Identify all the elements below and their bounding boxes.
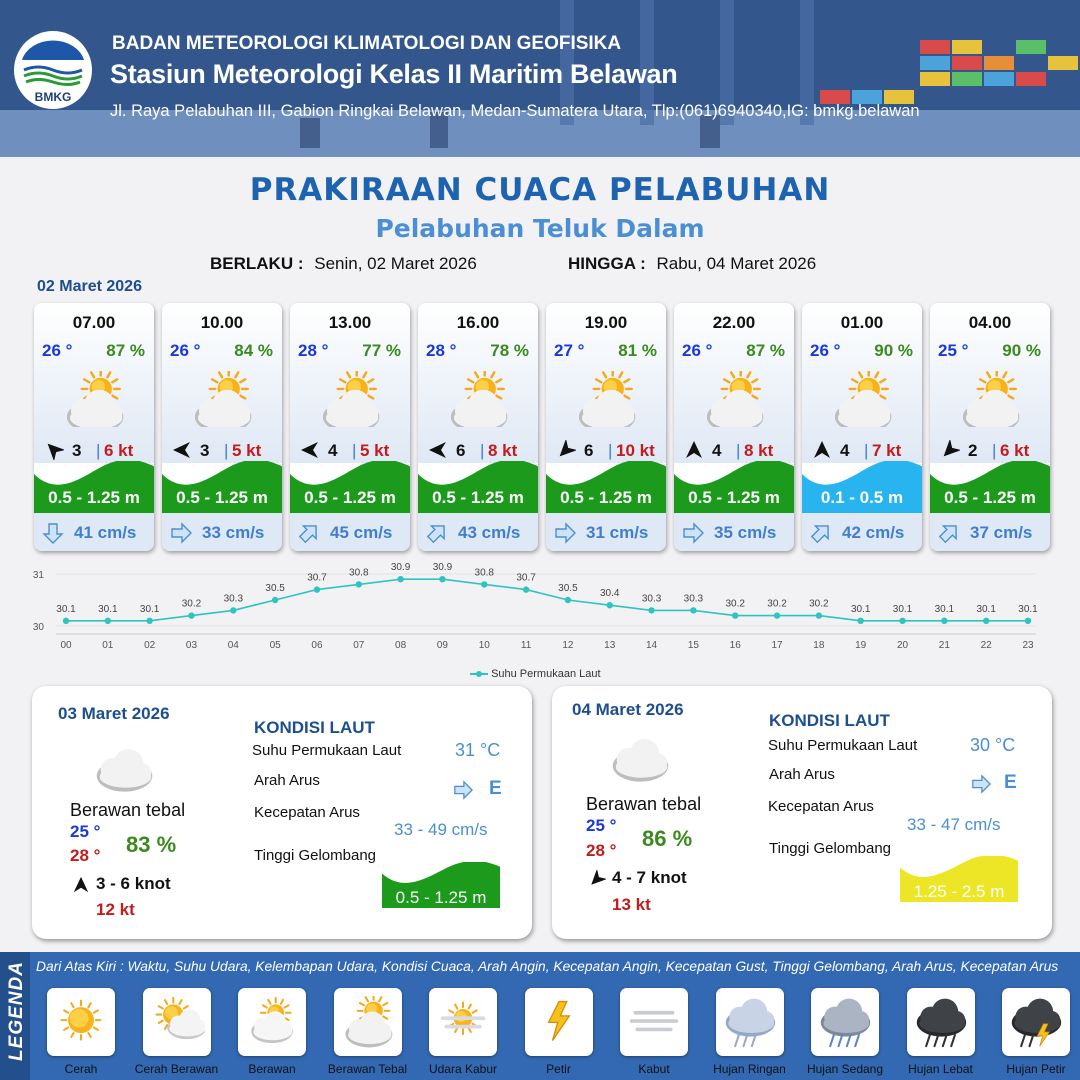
wind-row <box>808 439 918 461</box>
legend-label: Hujan Ringan <box>713 1062 786 1076</box>
legend-label: Cerah Berawan <box>134 1062 219 1076</box>
gust-speed: 13 kt <box>612 895 651 914</box>
current-direction-icon <box>298 522 320 544</box>
weather-condition: Berawan tebal <box>70 800 186 820</box>
chart-legend-label: Suhu Permukaan Laut <box>491 668 601 680</box>
wave-height: 0.5 - 1.25 m <box>176 488 268 507</box>
current-row <box>162 513 282 551</box>
data-label: 30.1 <box>98 603 118 615</box>
berawan-tebal-icon <box>62 371 126 427</box>
legend-swatch <box>525 988 593 1056</box>
air-temperature: 27 ° <box>554 341 585 360</box>
legend-label: Hujan Lebat <box>908 1062 973 1076</box>
x-tick-label: 00 <box>60 640 72 651</box>
wind-speed: 6 <box>584 441 594 460</box>
wind-direction-icon <box>684 440 704 460</box>
current-direction-icon <box>938 522 960 544</box>
data-point <box>523 586 529 592</box>
valid-to <box>568 254 816 274</box>
current-direction-icon <box>170 522 192 544</box>
data-point <box>857 618 863 624</box>
legend-label: Cerah <box>64 1062 98 1076</box>
separator: | <box>352 441 357 460</box>
x-tick-label: 13 <box>604 640 616 651</box>
air-temperature: 25 ° <box>938 341 969 360</box>
x-tick-label: 19 <box>855 640 867 651</box>
forecast-day-1-date: 02 Maret 2026 <box>37 278 142 295</box>
weather-condition: Berawan tebal <box>586 794 702 814</box>
daily-panel <box>552 686 1052 939</box>
current-direction-icon <box>968 774 994 794</box>
hourly-card <box>674 303 794 551</box>
wind-direction-icon <box>72 876 90 894</box>
berawan-tebal-icon <box>830 371 894 427</box>
humidity: 90 % <box>1002 341 1041 360</box>
wind-speed: 2 <box>968 441 978 460</box>
wave-height: 0.1 - 0.5 m <box>820 488 904 507</box>
separator: | <box>864 441 869 460</box>
current-direction-icon <box>554 522 576 544</box>
berawan-tebal-icon <box>608 734 672 782</box>
wind-direction-icon <box>44 440 64 460</box>
humidity: 78 % <box>490 341 529 360</box>
data-label: 30.1 <box>892 603 913 615</box>
data-point <box>732 612 738 618</box>
x-tick-label: 20 <box>896 640 909 651</box>
hourly-card <box>930 303 1050 551</box>
hourly-card <box>34 303 154 551</box>
wind-direction-icon <box>428 440 448 460</box>
current-row <box>802 513 922 551</box>
data-label: 30.1 <box>934 603 955 615</box>
legend-swatch <box>811 988 879 1056</box>
data-label: 30.3 <box>683 593 704 605</box>
wave-height-label: Tinggi Gelombang <box>254 847 377 864</box>
valid-from-value: Senin, 02 Maret 2026 <box>314 254 477 273</box>
legend-label: Berawan Tebal <box>327 1062 408 1076</box>
wind-speed: 4 <box>840 441 850 460</box>
data-label: 30.9 <box>432 562 453 574</box>
data-point <box>1025 618 1031 624</box>
legend-swatch <box>143 988 211 1056</box>
separator: | <box>608 441 613 460</box>
y-tick-label: 31 <box>32 570 44 581</box>
x-tick-label: 15 <box>687 640 699 651</box>
hujan-sedang-icon <box>817 996 873 1048</box>
x-tick-label: 23 <box>1022 640 1034 651</box>
wave-height: 0.5 - 1.25 m <box>560 488 652 507</box>
wind-speed: 6 <box>456 441 466 460</box>
x-tick-label: 02 <box>144 640 156 651</box>
data-point <box>397 576 403 582</box>
wave-height: 0.5 - 1.25 m <box>304 488 396 507</box>
bmkg-logo <box>10 30 96 110</box>
forecast-time: 22.00 <box>712 313 756 332</box>
wave-height: 1.25 - 2.5 m <box>913 882 1005 901</box>
x-tick-label: 04 <box>227 640 239 651</box>
data-point <box>899 618 905 624</box>
air-temperature: 26 ° <box>810 341 841 360</box>
wind-speed: 4 <box>328 441 338 460</box>
wind-row <box>40 439 150 461</box>
data-point <box>690 607 696 613</box>
x-tick-label: 11 <box>520 640 532 651</box>
current-speed: 43 cm/s <box>458 523 521 542</box>
current-speed-label: Kecepatan Arus <box>768 798 874 815</box>
x-tick-label: 21 <box>938 640 950 651</box>
berawan-icon <box>244 996 300 1048</box>
wind-speed: 3 <box>200 441 210 460</box>
sst-label: Suhu Permukaan Laut <box>252 742 402 759</box>
berawan-tebal-icon <box>318 371 382 427</box>
x-tick-label: 12 <box>562 640 574 651</box>
gust-speed: 6 kt <box>1000 441 1030 460</box>
data-label: 30.3 <box>641 593 662 605</box>
wind-row <box>680 439 790 461</box>
wave-height: 0.5 - 1.25 m <box>48 488 140 507</box>
data-label: 30.5 <box>558 583 578 594</box>
x-tick-label: 09 <box>436 640 448 651</box>
berawan-tebal-icon <box>446 371 510 427</box>
current-speed: 45 cm/s <box>330 523 393 542</box>
data-point <box>188 612 194 618</box>
header-banner <box>0 0 1080 157</box>
forecast-time: 13.00 <box>328 313 372 332</box>
data-point <box>146 618 152 624</box>
current-row <box>290 513 410 551</box>
current-direction-icon <box>426 522 448 544</box>
station-address: Jl. Raya Pelabuhan III, Gabion Ringkai Belawan, Medan-Sumatera Utara, Tlp:(061)6940340,IG: bmkg.belawan <box>110 102 920 120</box>
sea-surface-temperature: 31 °C <box>455 740 501 760</box>
data-point <box>983 618 989 624</box>
current-speed: 33 cm/s <box>202 523 265 542</box>
separator: | <box>992 441 997 460</box>
wind-speed-range: 4 - 7 knot <box>612 868 687 887</box>
data-point <box>230 607 236 613</box>
hourly-card <box>546 303 666 551</box>
wind-row <box>552 439 662 461</box>
current-row <box>930 513 1050 551</box>
current-speed: 33 - 47 cm/s <box>907 815 1001 834</box>
data-label: 30.2 <box>181 598 202 610</box>
current-direction-icon <box>450 780 476 800</box>
wind-direction-icon <box>172 440 192 460</box>
max-temperature: 28 ° <box>586 841 617 860</box>
humidity: 86 % <box>642 826 693 851</box>
forecast-time: 10.00 <box>200 313 244 332</box>
data-point <box>607 602 613 608</box>
air-temperature: 26 ° <box>682 341 713 360</box>
current-direction: E <box>489 778 502 799</box>
humidity: 87 % <box>746 341 785 360</box>
data-point <box>816 612 822 618</box>
air-temperature: 28 ° <box>298 341 329 360</box>
port-name: Pelabuhan Teluk Dalam <box>375 214 705 243</box>
humidity: 90 % <box>874 341 913 360</box>
wind-speed: 4 <box>712 441 722 460</box>
sea-condition-title: KONDISI LAUT <box>254 718 375 737</box>
min-temperature: 25 ° <box>586 816 617 835</box>
wind-direction-icon <box>588 870 606 888</box>
gust-speed: 7 kt <box>872 441 902 460</box>
wave-height: 0.5 - 1.25 m <box>944 488 1036 507</box>
cerah-icon <box>53 996 109 1048</box>
current-speed: 41 cm/s <box>74 523 137 542</box>
page-title: PRAKIRAAN CUACA PELABUHAN <box>249 172 831 208</box>
data-label: 30.1 <box>976 603 996 615</box>
legend-swatch <box>334 988 402 1056</box>
daily-date: 04 Maret 2026 <box>572 700 684 719</box>
series-line <box>66 579 1028 621</box>
wind-direction-icon <box>940 440 960 460</box>
gust-speed: 8 kt <box>488 441 518 460</box>
data-label: 30.4 <box>600 588 620 600</box>
gust-speed: 5 kt <box>360 441 390 460</box>
wind-row <box>296 439 406 461</box>
data-label: 30.7 <box>516 572 536 584</box>
hujan-ringan-icon <box>722 996 778 1048</box>
gust-speed: 12 kt <box>96 900 135 919</box>
humidity: 87 % <box>106 341 145 360</box>
hourly-card <box>290 303 410 551</box>
max-temperature: 28 ° <box>70 846 101 865</box>
wind-row <box>424 439 534 461</box>
data-point <box>314 586 320 592</box>
wave-height: 0.5 - 1.25 m <box>688 488 780 507</box>
data-label: 30.8 <box>349 567 369 579</box>
data-label: 30.2 <box>809 598 829 610</box>
hujan-lebat-icon <box>913 996 969 1048</box>
current-speed: 35 cm/s <box>714 523 777 542</box>
current-direction-icon <box>42 522 64 544</box>
svg-text:BMKG: BMKG <box>34 90 72 104</box>
hourly-card <box>418 303 538 551</box>
data-label: 30.1 <box>850 603 871 615</box>
cerah-berawan-icon <box>149 996 205 1048</box>
legend-swatch <box>429 988 497 1056</box>
berawan-tebal-icon <box>958 371 1022 427</box>
legend-label: Udara Kabur <box>428 1062 498 1076</box>
forecast-time: 16.00 <box>456 313 500 332</box>
forecast-time: 01.00 <box>840 313 884 332</box>
gust-speed: 10 kt <box>616 441 655 460</box>
legend-label: Kabut <box>638 1062 670 1076</box>
legend-swatch <box>907 988 975 1056</box>
valid-to-label: HINGGA : <box>568 254 646 273</box>
data-point <box>481 581 487 587</box>
data-label: 30.8 <box>474 567 494 579</box>
current-direction: E <box>1004 772 1017 793</box>
valid-to-value: Rabu, 04 Maret 2026 <box>656 254 817 273</box>
chart-legend-swatch <box>470 669 488 679</box>
station-name: Stasiun Meteorologi Kelas II Maritim Belawan <box>110 59 678 89</box>
data-label: 30.9 <box>390 562 411 574</box>
current-direction-icon <box>682 522 704 544</box>
daily-panel <box>32 686 532 939</box>
humidity: 81 % <box>618 341 657 360</box>
x-tick-label: 22 <box>980 640 992 651</box>
petir-icon <box>531 996 587 1048</box>
separator: | <box>736 441 741 460</box>
data-label: 30.3 <box>223 593 244 605</box>
sea-condition-title: KONDISI LAUT <box>769 711 890 730</box>
current-direction-label: Arah Arus <box>769 766 835 783</box>
data-label: 30.2 <box>725 598 745 610</box>
udara-kabur-icon <box>435 996 491 1048</box>
wave-height-label: Tinggi Gelombang <box>769 840 892 857</box>
chart-legend <box>470 668 601 680</box>
data-label: 30.1 <box>56 603 76 615</box>
data-point <box>272 597 278 603</box>
legend-swatch <box>716 988 784 1056</box>
x-tick-label: 05 <box>269 640 281 651</box>
current-speed: 31 cm/s <box>586 523 649 542</box>
legend-label: Hujan Sedang <box>806 1062 884 1076</box>
humidity: 83 % <box>126 832 177 857</box>
current-row <box>546 513 666 551</box>
humidity: 84 % <box>234 341 273 360</box>
legend-description: Dari Atas Kiri : Waktu, Suhu Udara, Kelembapan Udara, Kondisi Cuaca, Arah Angin, Kecepatan Angin, Kecepatan Gust, Tinggi Gelombang, Arah Arus, Kecepatan Arus <box>36 959 1059 974</box>
data-point <box>774 612 780 618</box>
humidity: 77 % <box>362 341 401 360</box>
current-speed-label: Kecepatan Arus <box>254 804 360 821</box>
data-label: 30.7 <box>307 572 327 584</box>
data-point <box>356 581 362 587</box>
air-temperature: 28 ° <box>426 341 457 360</box>
gust-speed: 5 kt <box>232 441 262 460</box>
legend-label: Petir <box>546 1062 571 1076</box>
legend-label: Hujan Petir <box>1006 1062 1066 1076</box>
data-label: 30.1 <box>139 603 160 615</box>
data-label: 30.5 <box>265 583 285 594</box>
current-row <box>674 513 794 551</box>
separator: | <box>224 441 229 460</box>
x-tick-label: 03 <box>185 640 198 651</box>
min-temperature: 25 ° <box>70 822 101 841</box>
wind-row <box>168 439 278 461</box>
data-point <box>565 597 571 603</box>
sea-surface-temperature: 30 °C <box>970 735 1016 755</box>
gust-speed: 6 kt <box>104 441 134 460</box>
hujan-petir-icon <box>1008 996 1064 1048</box>
data-point <box>439 576 445 582</box>
berawan-tebal-icon <box>574 371 638 427</box>
wind-speed-range: 3 - 6 knot <box>96 874 171 893</box>
air-temperature: 26 ° <box>42 341 73 360</box>
current-speed: 33 - 49 cm/s <box>394 820 488 839</box>
current-direction-icon <box>810 522 832 544</box>
legend-label: Berawan <box>248 1062 296 1076</box>
sea-surface-temperature-chart <box>0 560 1080 665</box>
x-tick-label: 01 <box>102 640 114 651</box>
current-direction-label: Arah Arus <box>254 772 320 789</box>
current-speed: 42 cm/s <box>842 523 905 542</box>
wave-height: 0.5 - 1.25 m <box>432 488 524 507</box>
x-tick-label: 06 <box>311 640 323 651</box>
valid-from <box>210 254 477 274</box>
berawan-tebal-icon <box>340 996 396 1048</box>
wind-speed: 3 <box>72 441 82 460</box>
current-row <box>418 513 538 551</box>
legend-swatch <box>47 988 115 1056</box>
wind-direction-icon <box>812 440 832 460</box>
current-speed: 37 cm/s <box>970 523 1033 542</box>
data-point <box>63 618 69 624</box>
forecast-time: 04.00 <box>968 313 1012 332</box>
data-label: 30.1 <box>1018 603 1038 615</box>
valid-from-label: BERLAKU : <box>210 254 304 273</box>
wind-row <box>936 439 1046 461</box>
berawan-tebal-icon <box>190 371 254 427</box>
legend-title: LEGENDA <box>6 961 27 1061</box>
kabut-icon <box>626 996 682 1048</box>
sst-label: Suhu Permukaan Laut <box>768 737 918 754</box>
data-point <box>648 607 654 613</box>
gust-speed: 8 kt <box>744 441 774 460</box>
air-temperature: 26 ° <box>170 341 201 360</box>
legend-swatch <box>620 988 688 1056</box>
x-tick-label: 16 <box>729 640 741 651</box>
x-tick-label: 10 <box>478 640 490 651</box>
legend-swatch <box>238 988 306 1056</box>
forecast-time: 19.00 <box>584 313 628 332</box>
y-tick-label: 30 <box>32 622 44 633</box>
berawan-tebal-icon <box>92 744 156 792</box>
wind-direction-icon <box>300 440 320 460</box>
x-tick-label: 07 <box>353 640 365 651</box>
hourly-card <box>162 303 282 551</box>
x-tick-label: 17 <box>771 640 783 651</box>
forecast-time: 07.00 <box>72 313 116 332</box>
x-tick-label: 14 <box>646 640 658 651</box>
hourly-card <box>802 303 922 551</box>
wave-height: 0.5 - 1.25 m <box>395 888 487 907</box>
separator: | <box>96 441 101 460</box>
data-point <box>105 618 111 624</box>
organization-name: BADAN METEOROLOGI KLIMATOLOGI DAN GEOFISIKA <box>112 33 622 54</box>
x-tick-label: 18 <box>813 640 825 651</box>
data-point <box>941 618 947 624</box>
data-label: 30.2 <box>767 598 787 610</box>
daily-date: 03 Maret 2026 <box>58 704 170 723</box>
legend-swatch <box>1002 988 1070 1056</box>
separator: | <box>480 441 485 460</box>
current-row <box>34 513 154 551</box>
wind-direction-icon <box>556 440 576 460</box>
berawan-tebal-icon <box>702 371 766 427</box>
x-tick-label: 08 <box>395 640 407 651</box>
